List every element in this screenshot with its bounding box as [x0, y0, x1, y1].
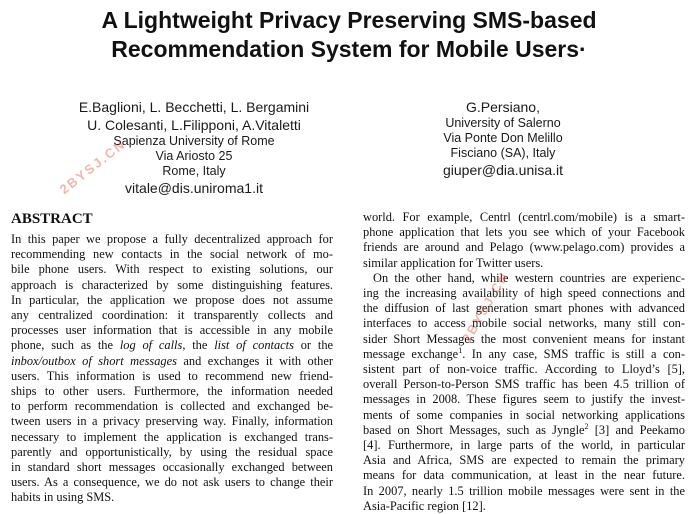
affiliation-city: Fisciano (SA), Italy — [450, 146, 556, 160]
footnote-marker: 2 — [584, 421, 589, 431]
affiliation-street: Via Ponte Don Melillo — [443, 131, 563, 145]
body-line: ing the increasing availability of high speed connections and — [363, 286, 685, 301]
affiliation-city: Rome, Italy — [162, 164, 226, 178]
abstract-line: tween users in a privacy preserving way. Finally, information — [11, 414, 333, 429]
affiliation-name: Sapienza University of Rome — [113, 134, 275, 148]
body-line: sistent part of non-voice traffic. According to Lloyd’s [5], — [363, 362, 685, 377]
abstract-heading: ABSTRACT — [11, 211, 93, 227]
body-line: On the other hand, while western countries are experienc- — [373, 270, 685, 285]
abstract-line: parently and opportunistically, by using the residual space — [11, 444, 333, 459]
abstract-line: ships to other users. Furthermore, the information needed — [11, 384, 333, 399]
paper-title — [0, 6, 698, 64]
abstract-line — [11, 338, 333, 353]
abstract-line: bile phone users. With respect to existing solutions, our — [11, 262, 333, 277]
body-line — [363, 423, 685, 438]
author-names-1: G.Persiano, — [466, 99, 540, 115]
abstract-line: In particular, the application we propose does not assume — [11, 292, 333, 307]
abstract-line: users. This information is used to recommend new friend- — [11, 368, 333, 383]
title-line-2: Recommendation System for Mobile Users· — [111, 36, 587, 62]
body-line: ments of some companies in social networking applications — [363, 407, 685, 422]
author-block-salerno — [388, 98, 618, 179]
body-paragraph-1 — [363, 210, 685, 271]
body-fragment: message exchange — [363, 346, 459, 361]
abstract-line: any centralized coordination: it transparently collects and — [11, 308, 333, 323]
abstract-line: processes user information that is accessible in any mobile — [11, 323, 333, 338]
author-block-rome — [50, 98, 338, 197]
author-names-1: E.Baglioni, L. Becchetti, L. Bergamini — [78, 99, 310, 115]
abstract-fragment: or the — [293, 338, 334, 353]
affiliation-street: Via Ariosto 25 — [155, 149, 233, 163]
abstract-line: necessary to implement the application is exchanged trans- — [11, 429, 333, 444]
body-line: world. For example, Centrl (centrl.com/mobile) is a smart- — [363, 210, 685, 224]
watermark: 2BYSJ.CN — [459, 268, 512, 345]
body-line: interfaces to access mobile social networks, many still con- — [363, 316, 685, 331]
body-line — [363, 347, 685, 362]
abstract-fragment: and exchanges it with other — [176, 353, 333, 368]
body-line: phone application that lets you see which of your Facebook — [363, 225, 685, 240]
author-email: vitale@dis.uniroma1.it — [125, 180, 263, 196]
author-email: giuper@dia.unisa.it — [442, 162, 564, 178]
body-paragraph-2 — [363, 268, 685, 514]
body-line: means for data communication, at least in the near future. — [363, 468, 685, 483]
body-line: Asia-Pacific region [12]. — [363, 498, 486, 513]
abstract-italic: list of contacts — [214, 338, 294, 353]
abstract-fragment: , the — [182, 338, 215, 353]
body-fragment: based on Short Messages, such as Jyngle — [363, 422, 585, 437]
footnote-marker: 1 — [458, 345, 463, 355]
body-fragment: [3] and Peekamo — [588, 422, 685, 437]
abstract-line: users. As a consequence, we do not ask users to change their — [11, 475, 333, 490]
abstract-line — [11, 354, 333, 369]
abstract-line: to perform recommendation is collected and exchanged be- — [11, 399, 333, 414]
body-line: overall Person-to-Person SMS traffic has been 4.5 trillion of — [363, 377, 685, 392]
body-line: Asia and Africa, SMS are expected to remain the primary — [363, 453, 685, 468]
affiliation-name: University of Salerno — [445, 116, 561, 130]
abstract-fragment: phone, such as the — [11, 338, 120, 353]
abstract-line: in standard short messages occasionally exchanged between — [11, 460, 333, 475]
author-names-2: U. Colesanti, L.Filipponi, A.Vitaletti — [87, 117, 301, 133]
abstract-italic: log of calls — [119, 338, 183, 353]
abstract-italic: inbox/outbox of short messages — [11, 353, 177, 368]
body-line: messages in 2008. These figures seem to justify the invest- — [363, 392, 685, 407]
watermark: 2BYSJ.CN — [56, 136, 129, 197]
body-line: friends are around and Pelago (www.pelago.com) provides a — [363, 240, 685, 255]
body-line: In 2007, nearly 1.5 trillion mobile messages were sent in the — [363, 483, 685, 498]
abstract-line: approach is characterized by some distinguishing features. — [11, 277, 333, 292]
abstract-line: habits in using SMS. — [11, 490, 115, 505]
body-column-right — [363, 210, 685, 514]
abstract-text — [11, 232, 333, 506]
body-line: [4]. Furthermore, in large parts of the world, in particular — [363, 438, 685, 453]
body-line: similar application for Twitter users. — [363, 255, 544, 270]
title-line-1: A Lightweight Privacy Preserving SMS-based — [101, 7, 597, 33]
abstract-column — [11, 210, 333, 506]
body-fragment: . In any case, SMS traffic is still a con- — [462, 346, 685, 361]
abstract-line: In this paper we propose a fully decentralized approach for — [11, 232, 333, 246]
body-line: the diffusion of last generation smart phones with advanced — [363, 301, 685, 316]
body-line: sider Short Messages the most convenient means for instant — [363, 331, 685, 346]
abstract-line: recommending new contacts in the social network of mo- — [11, 247, 333, 262]
